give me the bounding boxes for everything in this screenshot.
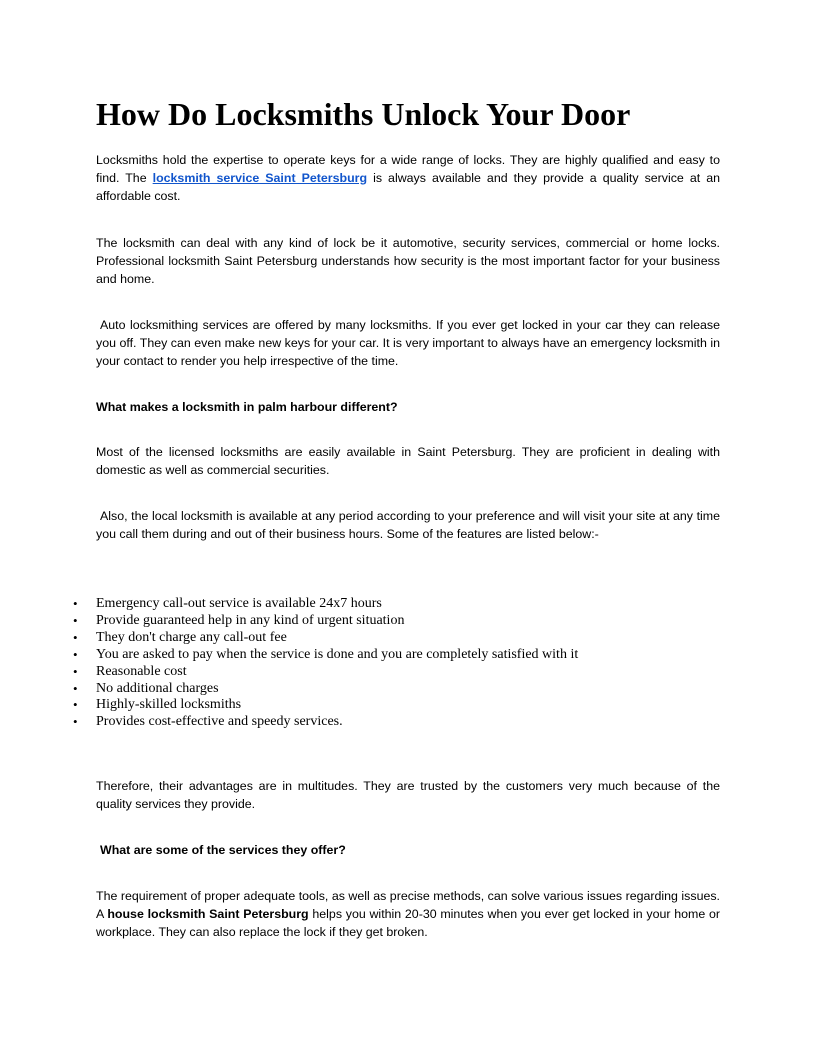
locksmith-service-link[interactable]: locksmith service Saint Petersburg (152, 171, 368, 186)
house-locksmith-paragraph (96, 887, 720, 942)
features-list (60, 596, 578, 731)
bullet-icon: • (73, 646, 78, 662)
list-item: • Highly-skilled locksmiths (73, 697, 242, 713)
bullet-icon: • (73, 697, 78, 713)
palm-harbour-heading: What makes a locksmith in palm harbour different? (96, 400, 398, 414)
services-heading: What are some of the services they offer? (100, 843, 346, 857)
lock-types-paragraph: The locksmith can deal with any kind of lock be it automotive, security services, commercial or home locks. Professional locksmith Saint Petersburg understands how security is the most important factor for your business and home. (96, 236, 720, 287)
list-item: • Provide guaranteed help in any kind of urgent situation (73, 612, 405, 628)
list-item: • Reasonable cost (73, 663, 187, 679)
house-text-before: The requirement of proper adequate tools, as well as precise methods, can solve various issues regarding issues. A (96, 889, 720, 922)
local-locksmith-paragraph: Also, the local locksmith is available at any period according to your preference and will visit your site at any time you call them during and out of their business hours. Some of the features are listed below:- (96, 509, 720, 542)
list-item: • You are asked to pay when the service is done and you are completely satisfied with it (73, 646, 579, 662)
page-title: How Do Locksmiths Unlock Your Door (96, 96, 631, 132)
bullet-icon: • (73, 663, 78, 679)
intro-text-after: is always available and they provide a quality service at an affordable cost. (96, 171, 721, 204)
intro-text-before: Locksmiths hold the expertise to operate keys for a wide range of locks. They are highly qualified and easy to find. The (96, 153, 720, 186)
list-item: • No additional charges (73, 680, 219, 696)
house-text-after: helps you within 20-30 minutes when you ever get locked in your home or workplace. They can also replace the lock if they get broken. (96, 907, 720, 940)
bullet-icon: • (73, 596, 78, 611)
house-locksmith-bold: house locksmith Saint Petersburg (107, 907, 309, 922)
bullet-icon: • (73, 629, 78, 645)
licensed-locksmiths-paragraph: Most of the licensed locksmiths are easily available in Saint Petersburg. They are proficient in dealing with domestic as well as commercial securities. (96, 445, 720, 478)
list-item: • Provides cost-effective and speedy services. (73, 714, 343, 730)
bullet-icon: • (73, 612, 78, 628)
bullet-icon: • (73, 714, 78, 730)
list-item: • Emergency call-out service is available 24x7 hours (73, 596, 382, 611)
list-item: • They don't charge any call-out fee (73, 629, 287, 645)
intro-paragraph (96, 151, 720, 206)
bullet-icon: • (73, 680, 78, 696)
advantages-paragraph: Therefore, their advantages are in multitudes. They are trusted by the customers very much because of the quality services they provide. (96, 779, 720, 812)
auto-locksmith-paragraph: Auto locksmithing services are offered by many locksmiths. If you ever get locked in your car they can release you off. They can even make new keys for your car. It is very important to always have an emergency locksmith in your contact to render you help irrespective of the time. (96, 318, 720, 369)
